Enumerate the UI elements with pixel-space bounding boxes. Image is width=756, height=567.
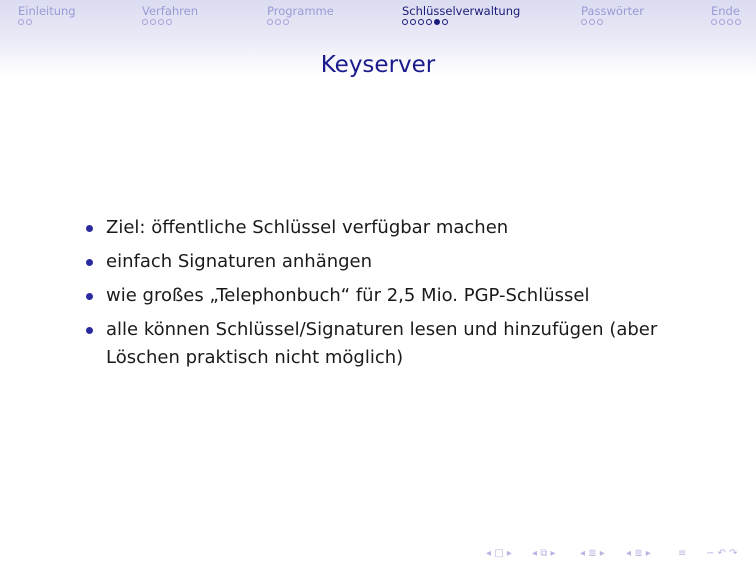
list-item xyxy=(82,282,682,310)
frame-dot[interactable] xyxy=(150,19,156,25)
frame-dots-ende xyxy=(711,17,741,27)
frame-dot[interactable] xyxy=(18,19,24,25)
section-navigation-icon[interactable]: ◂ ≣ ▸ xyxy=(580,548,605,559)
frame-dot[interactable] xyxy=(735,19,741,25)
bullet-icon xyxy=(86,327,93,334)
frame-content xyxy=(82,214,682,378)
frame-dots-einleitung xyxy=(18,17,32,27)
frame-dot[interactable] xyxy=(410,19,416,25)
frame-dot[interactable] xyxy=(166,19,172,25)
frame-dot[interactable] xyxy=(442,19,448,25)
frame-navigation-icon[interactable]: ◂ □ ▸ xyxy=(486,548,512,559)
appendix-icon[interactable]: ≡ xyxy=(678,548,687,559)
frame-dot[interactable] xyxy=(142,19,148,25)
section-link-verfahren[interactable]: Verfahren xyxy=(142,4,199,18)
frame-dot[interactable] xyxy=(418,19,424,25)
bullet-list xyxy=(82,214,682,372)
frame-dots-programme xyxy=(267,17,289,27)
frame-dot[interactable] xyxy=(275,19,281,25)
section-link-schluesselverwaltung[interactable]: Schlüsselverwaltung xyxy=(402,4,521,18)
document-navigation-icon[interactable]: ◂ ≣ ▸ xyxy=(626,548,651,559)
frame-dot[interactable] xyxy=(719,19,725,25)
list-item xyxy=(82,248,682,276)
section-link-ende[interactable]: Ende xyxy=(711,4,740,18)
section-link-passwoerter[interactable]: Passwörter xyxy=(581,4,644,18)
frame-dot[interactable] xyxy=(283,19,289,25)
frame-dot[interactable] xyxy=(267,19,273,25)
list-item-text: wie großes „Telephonbuch“ für 2,5 Mio. PGP-Schlüssel xyxy=(106,285,590,306)
list-item xyxy=(82,316,682,372)
bullet-icon xyxy=(86,259,93,266)
section-link-programme[interactable]: Programme xyxy=(267,4,334,18)
frame-dot[interactable] xyxy=(402,19,408,25)
bullet-icon xyxy=(86,293,93,300)
frame-dot[interactable] xyxy=(26,19,32,25)
search-back-forward-icon[interactable]: ∽ ↶ ↷ xyxy=(706,548,738,559)
frame-dots-verfahren xyxy=(142,17,172,27)
frame-dot[interactable] xyxy=(597,19,603,25)
list-item-text: alle können Schlüssel/Signaturen lesen und hinzufügen (aber Löschen praktisch nicht möglich) xyxy=(106,319,658,368)
section-link-einleitung[interactable]: Einleitung xyxy=(18,4,76,18)
beamer-navigation-symbols xyxy=(486,548,748,562)
frame-dot[interactable] xyxy=(711,19,717,25)
frame-dot[interactable] xyxy=(434,19,440,25)
subsection-navigation-icon[interactable]: ◂ ⧉ ▸ xyxy=(532,548,556,559)
frame-dot[interactable] xyxy=(727,19,733,25)
frame-dot[interactable] xyxy=(581,19,587,25)
list-item xyxy=(82,214,682,242)
bullet-icon xyxy=(86,225,93,232)
list-item-text: Ziel: öffentliche Schlüssel verfügbar machen xyxy=(106,217,509,238)
frame-dots-schluesselverwaltung xyxy=(402,17,448,27)
frame-title: Keyserver xyxy=(320,52,436,78)
frame-dot[interactable] xyxy=(589,19,595,25)
list-item-text: einfach Signaturen anhängen xyxy=(106,251,373,272)
frame-dot[interactable] xyxy=(426,19,432,25)
frame-dots-passwoerter xyxy=(581,17,603,27)
frame-dot[interactable] xyxy=(158,19,164,25)
